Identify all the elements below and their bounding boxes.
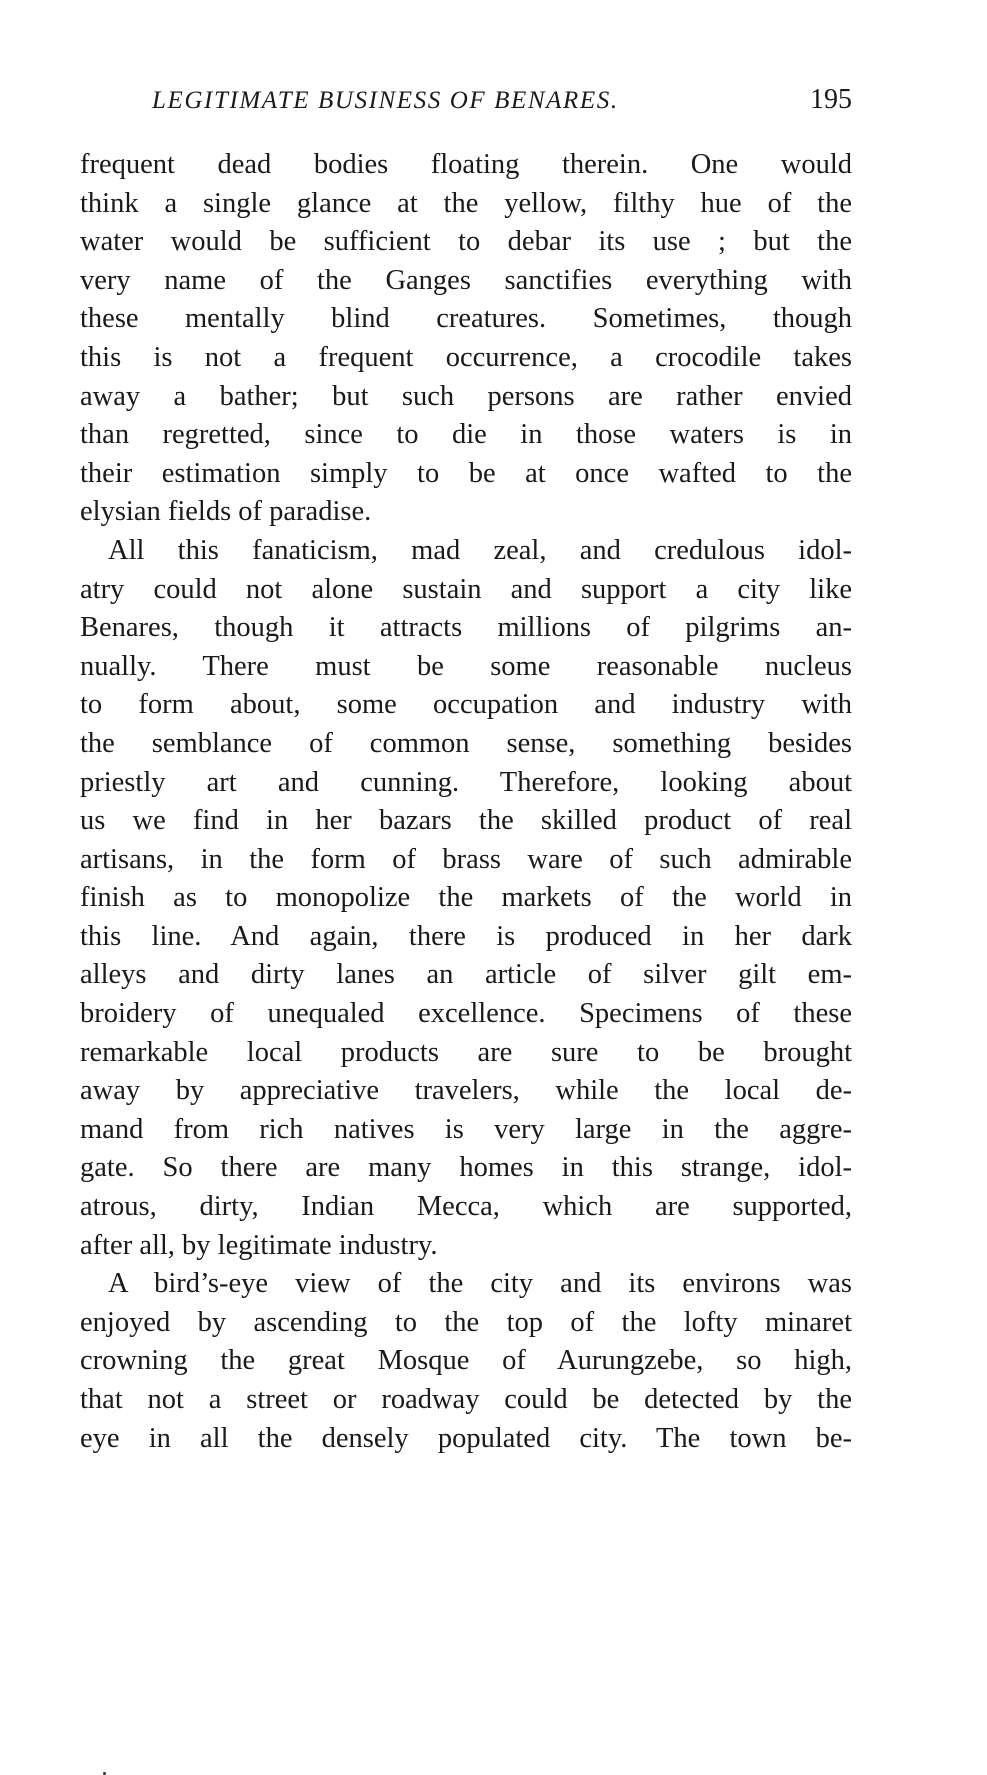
text-line: away a bather; but such persons are rather envied <box>80 380 852 412</box>
page-number: 195 <box>810 84 852 115</box>
text-line: artisans, in the form of brass ware of such admirable <box>80 843 852 875</box>
running-head <box>152 84 852 124</box>
text-line: atry could not alone sustain and support a city like <box>80 573 852 605</box>
text-line: their estimation simply to be at once wafted to the <box>80 457 852 489</box>
paragraph-3 <box>80 1265 852 1458</box>
text-line: All this fanaticism, mad zeal, and credulous idol- <box>108 534 852 566</box>
text-line: very name of the Ganges sanctifies everything with <box>80 264 852 296</box>
body-text <box>80 146 852 1458</box>
text-line: enjoyed by ascending to the top of the lofty minaret <box>80 1306 852 1338</box>
text-line: after all, by legitimate industry. <box>80 1229 438 1261</box>
text-line: broidery of unequaled excellence. Specimens of these <box>80 998 852 1030</box>
text-line: away by appreciative travelers, while the local de- <box>80 1075 852 1107</box>
text-line: priestly art and cunning. Therefore, looking about <box>80 766 852 798</box>
text-line: A bird’s-eye view of the city and its environs was <box>108 1268 852 1300</box>
text-line: alleys and dirty lanes an article of silver gilt em- <box>80 959 852 991</box>
text-line: finish as to monopolize the markets of the world in <box>80 882 852 914</box>
text-line: crowning the great Mosque of Aurungzebe, so high, <box>80 1345 852 1377</box>
text-line: gate. So there are many homes in this strange, idol- <box>80 1152 852 1184</box>
text-line: the semblance of common sense, something besides <box>80 727 852 759</box>
text-line: this line. And again, there is produced in her dark <box>80 920 852 952</box>
text-line: atrous, dirty, Indian Mecca, which are supported, <box>80 1191 852 1223</box>
text-line: than regretted, since to die in those waters is in <box>80 419 852 451</box>
text-line: to form about, some occupation and industry with <box>80 689 852 721</box>
text-line: elysian fields of paradise. <box>80 496 372 528</box>
text-line: frequent dead bodies floating therein. One would <box>80 149 852 180</box>
text-line: these mentally blind creatures. Sometimes, though <box>80 303 852 335</box>
running-title: LEGITIMATE BUSINESS OF BENARES. <box>152 87 619 114</box>
text-line: us we find in her bazars the skilled product of real <box>80 805 852 837</box>
text-line: Benares, though it attracts millions of pilgrims an- <box>80 612 852 644</box>
text-line: that not a street or roadway could be detected by the <box>80 1384 852 1415</box>
paragraph-1 <box>80 146 852 532</box>
text-line: this is not a frequent occurrence, a crocodile takes <box>80 341 852 373</box>
text-line: mand from rich natives is very large in the aggre- <box>80 1113 852 1145</box>
text-line: remarkable local products are sure to be brought <box>80 1036 852 1068</box>
text-line: think a single glance at the yellow, filthy hue of the <box>80 187 852 219</box>
text-line: water would be sufficient to debar its use ; but the <box>80 226 852 258</box>
text-line: nually. There must be some reasonable nucleus <box>80 650 852 682</box>
text-line: eye in all the densely populated city. The town be- <box>80 1422 852 1454</box>
paragraph-2 <box>80 532 852 1265</box>
